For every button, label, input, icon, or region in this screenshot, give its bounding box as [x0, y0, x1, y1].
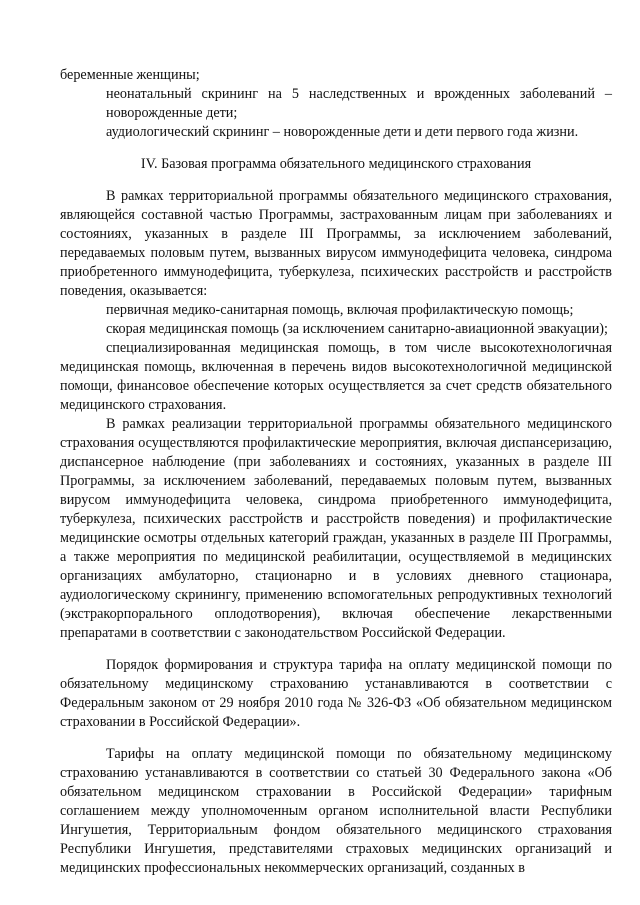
list-item-ambulance: скорая медицинская помощь (за исключением санитарно-авиационной эвакуации);	[106, 321, 608, 337]
paragraph-tariff-structure: Порядок формирования и структура тарифа на оплату медицинской помощи по обязательному медицинскому страхованию устанавливаются в соответствии с Федеральным законом от 29 ноября 2010 года № 326-ФЗ «Об обязательном медицинском страховании в Российской Федерации».	[60, 657, 612, 730]
document-page	[60, 66, 612, 878]
paragraph-program-scope: В рамках территориальной программы обязательного медицинского страхования, являющейся составной частью Программы, застрахованным лицам при заболеваниях и состояниях, указанных в разделе III Программы, за исключением заболеваний, передаваемых половым путем, вызванных вирусом иммунодефицита человека, синдрома приобретенного иммунодефицита, туберкулеза, психических расстройств и расстройств поведения, оказывается:	[60, 188, 612, 299]
paragraph-tariff-agreement: Тарифы на оплату медицинской помощи по обязательному медицинскому страхованию устанавливаются в соответствии со статьей 30 Федерального закона «Об обязательном медицинском страховании в Российской Федерации» тарифным соглашением между уполномоченным органом исполнительной власти Республики Ингушетия, Территориальным фондом обязательного медицинского страхования Республики Ингушетия, представителями страховых медицинских организаций и медицинских профессиональных некоммерческих организаций, созданных в	[60, 746, 612, 876]
section-heading: IV. Базовая программа обязательного медицинского страхования	[140, 156, 532, 172]
list-item-primary-care: первичная медико-санитарная помощь, включая профилактическую помощь;	[106, 302, 574, 318]
intro-line: беременные женщины;	[60, 67, 200, 83]
list-item-specialized-care: специализированная медицинская помощь, в том числе высокотехнологичная медицинская помощь, включенная в перечень видов высокотехнологичной медицинской помощи, финансовое обеспечение которых осуществляется за счет средств обязательного медицинского страхования.	[60, 340, 612, 413]
screening-neonatal-item: неонатальный скрининг на 5 наследственных и врожденных заболеваний – новорожденные дети;	[106, 86, 612, 121]
screening-audio-item: аудиологический скрининг – новорожденные дети и дети первого года жизни.	[106, 124, 579, 140]
paragraph-preventive-measures: В рамках реализации территориальной программы обязательного медицинского страхования осуществляются профилактические мероприятия, включая диспансеризацию, диспансерное наблюдение (при заболеваниях и состояниях, указанных в разделе III Программы, за исключением заболеваний, передаваемых половым путем, вызванных вирусом иммунодефицита человека, синдрома приобретенного иммунодефицита, туберкулеза, психических расстройств и расстройств поведения) и профилактические медицинские осмотры отдельных категорий граждан, указанных в разделе III Программы, а также мероприятия по медицинской реабилитации, осуществляемой в медицинских организациях амбулаторно, стационарно и в условиях дневного стационара, аудиологическому скринингу, применению вспомогательных репродуктивных технологий (экстракорпорального оплодотворения), включая обеспечение лекарственными препаратами в соответствии с законодательством Российской Федерации.	[60, 416, 612, 641]
